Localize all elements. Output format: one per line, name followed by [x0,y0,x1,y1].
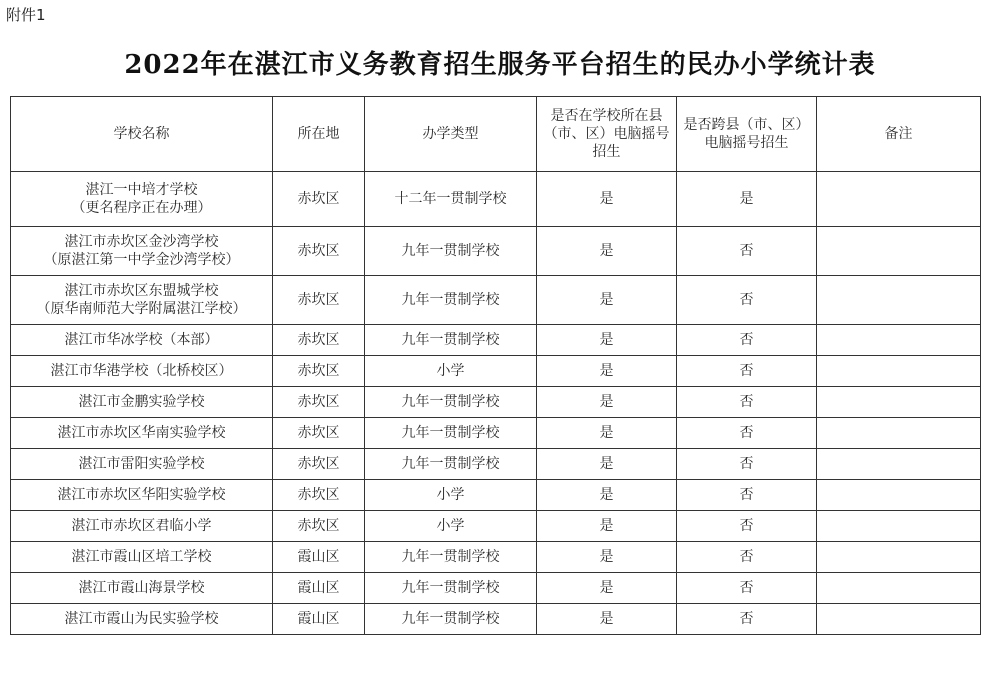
cell-school-name [11,172,273,227]
cell-cross-lottery: 否 [677,542,817,573]
cell-cross-lottery: 否 [677,449,817,480]
cell-cross-lottery: 否 [677,480,817,511]
cell-location: 赤坎区 [273,449,365,480]
table-row [11,449,981,480]
cell-remark [817,449,981,480]
cell-remark [817,276,981,325]
cell-school-name [11,356,273,387]
table-row [11,604,981,635]
cell-local-lottery: 是 [537,480,677,511]
cell-school-type: 九年一贯制学校 [365,387,537,418]
header-cross-lottery: 是否跨县（市、区）电脑摇号招生 [677,97,817,172]
cell-cross-lottery: 否 [677,227,817,276]
table-row [11,356,981,387]
school-name-text: 湛江市赤坎区君临小学 [71,518,212,534]
cell-school-type: 九年一贯制学校 [365,573,537,604]
cell-school-type: 小学 [365,356,537,387]
school-name-text: 湛江市金鹏实验学校 [78,394,205,410]
cell-remark [817,325,981,356]
cell-school-name [11,449,273,480]
cell-local-lottery: 是 [537,227,677,276]
cell-local-lottery: 是 [537,387,677,418]
cell-school-type: 九年一贯制学校 [365,418,537,449]
school-name-text: 湛江一中培才学校 [85,182,198,198]
school-name-text: 湛江市雷阳实验学校 [78,456,205,472]
school-stats-table [10,96,981,635]
cell-remark [817,604,981,635]
cell-location: 赤坎区 [273,387,365,418]
cell-school-type: 九年一贯制学校 [365,227,537,276]
table-row [11,227,981,276]
table-header-row [11,97,981,172]
cell-location: 赤坎区 [273,227,365,276]
header-school-type: 办学类型 [365,97,537,172]
attachment-label: 附件1 [6,6,46,24]
cell-remark [817,172,981,227]
cell-cross-lottery: 否 [677,604,817,635]
school-name-note: （原华南师范大学附属湛江学校） [36,301,247,317]
cell-local-lottery: 是 [537,325,677,356]
cell-cross-lottery: 否 [677,387,817,418]
cell-school-type: 九年一贯制学校 [365,449,537,480]
school-name-text: 湛江市赤坎区华南实验学校 [57,425,226,441]
cell-school-name [11,276,273,325]
school-name-text: 湛江市霞山为民实验学校 [64,611,219,627]
cell-school-type: 小学 [365,511,537,542]
cell-location: 赤坎区 [273,325,365,356]
cell-school-type: 九年一贯制学校 [365,604,537,635]
cell-school-type: 小学 [365,480,537,511]
cell-cross-lottery: 否 [677,418,817,449]
cell-school-name [11,542,273,573]
cell-cross-lottery: 否 [677,325,817,356]
cell-local-lottery: 是 [537,172,677,227]
cell-school-type: 十二年一贯制学校 [365,172,537,227]
table-row [11,418,981,449]
cell-remark [817,573,981,604]
cell-school-name [11,573,273,604]
cell-remark [817,480,981,511]
cell-local-lottery: 是 [537,573,677,604]
cell-location: 赤坎区 [273,172,365,227]
table-row [11,172,981,227]
cell-local-lottery: 是 [537,511,677,542]
school-name-note: （原湛江第一中学金沙湾学校） [43,252,240,268]
school-name-text: 湛江市霞山海景学校 [78,580,205,596]
cell-local-lottery: 是 [537,356,677,387]
table-row [11,325,981,356]
cell-remark [817,418,981,449]
cell-cross-lottery: 是 [677,172,817,227]
cell-school-type: 九年一贯制学校 [365,276,537,325]
table-row [11,542,981,573]
cell-local-lottery: 是 [537,542,677,573]
cell-location: 霞山区 [273,573,365,604]
cell-school-name [11,418,273,449]
cell-local-lottery: 是 [537,604,677,635]
cell-location: 霞山区 [273,604,365,635]
cell-school-name [11,604,273,635]
table-row [11,387,981,418]
cell-cross-lottery: 否 [677,511,817,542]
school-name-text: 湛江市霞山区培工学校 [71,549,212,565]
table-row [11,480,981,511]
school-name-text: 湛江市赤坎区金沙湾学校 [64,234,219,250]
cell-cross-lottery: 否 [677,356,817,387]
school-name-text: 湛江市赤坎区华阳实验学校 [57,487,226,503]
header-location: 所在地 [273,97,365,172]
cell-school-name [11,387,273,418]
cell-location: 赤坎区 [273,276,365,325]
header-local-lottery: 是否在学校所在县（市、区）电脑摇号招生 [537,97,677,172]
cell-location: 霞山区 [273,542,365,573]
cell-remark [817,511,981,542]
cell-local-lottery: 是 [537,418,677,449]
header-school-name: 学校名称 [11,97,273,172]
cell-local-lottery: 是 [537,449,677,480]
cell-school-type: 九年一贯制学校 [365,542,537,573]
cell-location: 赤坎区 [273,418,365,449]
cell-location: 赤坎区 [273,356,365,387]
page-title: 2022年在湛江市义务教育招生服务平台招生的民办小学统计表 [124,50,876,80]
cell-school-type: 九年一贯制学校 [365,325,537,356]
cell-school-name [11,325,273,356]
cell-remark [817,356,981,387]
cell-remark [817,542,981,573]
table-row [11,511,981,542]
cell-cross-lottery: 否 [677,276,817,325]
school-name-text: 湛江市华港学校（北桥校区） [50,363,233,379]
header-remark: 备注 [817,97,981,172]
cell-school-name [11,227,273,276]
cell-location: 赤坎区 [273,511,365,542]
cell-cross-lottery: 否 [677,573,817,604]
school-name-note: （更名程序正在办理） [71,200,212,216]
cell-school-name [11,480,273,511]
cell-location: 赤坎区 [273,480,365,511]
school-name-text: 湛江市华冰学校（本部） [64,332,219,348]
cell-remark [817,387,981,418]
table-row [11,276,981,325]
table-row [11,573,981,604]
cell-remark [817,227,981,276]
cell-school-name [11,511,273,542]
school-name-text: 湛江市赤坎区东盟城学校 [64,283,219,299]
cell-local-lottery: 是 [537,276,677,325]
